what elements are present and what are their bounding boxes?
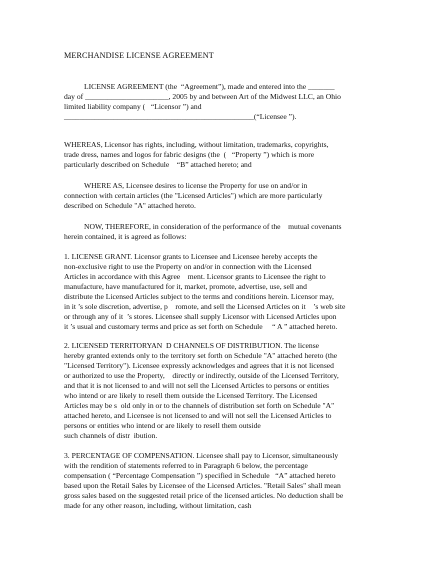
whereas-line: WHEREAS, Licensor has rights, including, without limitation, trademarks, copyrights, — [64, 140, 329, 149]
intro-line: limited liability company ( “Licensor ”) and — [64, 102, 202, 111]
therefore-line: herein contained, it is agreed as follows: — [64, 232, 187, 241]
section-1-line: or through any of it ’s stores. Licensee shall supply Licensor with Licensed Articles upon — [64, 312, 337, 321]
section-1-line: it ’s usual and customary terms and price as set forth on Schedule “ A ” attached hereto. — [64, 322, 338, 331]
section-1-line: in it ’s sole discretion, advertise, p romote, and sell the Licensed Articles on it ’s web site — [64, 302, 346, 311]
section-1-line: distribute the Licensed Articles subject to the terms and conditions herein. Licensor may, — [64, 292, 334, 301]
section-2-line: "Licensed Territory"). Licensee expressly acknowledges and agrees that it is not licensed — [64, 361, 334, 370]
intro-line: LICENSE AGREEMENT (the “Agreement”), made and entered into the _______ — [84, 82, 335, 91]
section-3-line: based upon the Retail Sales by Licensee of the Licensed Articles. "Retail Sales" shall mean — [64, 481, 341, 490]
intro-line: __________________________________________________(“Licensee ”). — [64, 112, 297, 121]
section-1-line: Articles in accordance with this Agree ment. Licensor grants to Licensee the right to — [64, 272, 326, 281]
section-3-line: gross sales based on the suggested retail price of the licensed articles. No deduction shall be — [64, 491, 344, 500]
document-title: MERCHANDISE LICENSE AGREEMENT — [64, 51, 214, 60]
section-1-line: non-exclusive right to use the Property on and/or in connection with the Licensed — [64, 262, 312, 271]
section-3-line: 3. PERCENTAGE OF COMPENSATION. Licensee shall pay to Licensor, simultaneously — [64, 451, 339, 460]
section-1-line: manufacture, have manufactured for it, market, promote, advertise, use, sell and — [64, 282, 307, 291]
section-2-line: attached hereto, and Licensee is not licensed to and will not sell the Licensed Articles to — [64, 411, 332, 420]
section-2-line: hereby granted extends only to the territory set forth on Schedule "A" attached hereto (the — [64, 351, 338, 360]
therefore-line: NOW, THEREFORE, in consideration of the performance of the mutual covenants — [84, 222, 342, 231]
section-3-line: compensation ( “Percentage Compensation ”) specified in Schedule “A” attached hereto — [64, 471, 336, 480]
whereas-line: trade dress, names and logos for fabric designs (the ( “Property ”) which is more — [64, 150, 315, 159]
section-1-line: 1. LICENSE GRANT. Licensor grants to Licensee and Licensee hereby accepts the — [64, 252, 318, 261]
section-2-line: and that it is not licensed to and will not sell the Licensed Articles to persons or entities — [64, 381, 330, 390]
section-2-line: 2. LICENSED TERRITORYAN D CHANNELS OF DISTRIBUTION. The license — [64, 341, 320, 350]
whereas-line: WHERE AS, Licensee desires to license the Property for use on and/or in — [84, 181, 308, 190]
section-2-line: or authorized to use the Property, directly or indirectly, outside of the Licensed Territory, — [64, 371, 339, 380]
section-2-line: persons or entities who intend or are likely to resell them outside — [64, 421, 261, 430]
whereas-line: described on Schedule "A" attached hereto. — [64, 201, 196, 210]
section-2-line: who intend or are likely to resell them outside the Licensed Territory. The Licensed — [64, 391, 318, 400]
section-2-line: Articles may be s old only in or to the channels of distribution set forth on Schedule "A" — [64, 401, 335, 410]
section-2-line: such channels of distr ibution. — [64, 431, 158, 440]
section-3-line: made for any other reason, including, without limitation, cash — [64, 501, 252, 510]
intro-line: day of ______________________, 2005 by and between Art of the Midwest LLC, an Ohio — [64, 92, 341, 101]
whereas-line: particularly described on Schedule “B” attached hereto; and — [64, 160, 252, 169]
whereas-line: connection with certain articles (the "Licensed Articles") which are more particularly — [64, 191, 323, 200]
section-3-line: with the rendition of statements referred to in Paragraph 6 below, the percentage — [64, 461, 308, 470]
